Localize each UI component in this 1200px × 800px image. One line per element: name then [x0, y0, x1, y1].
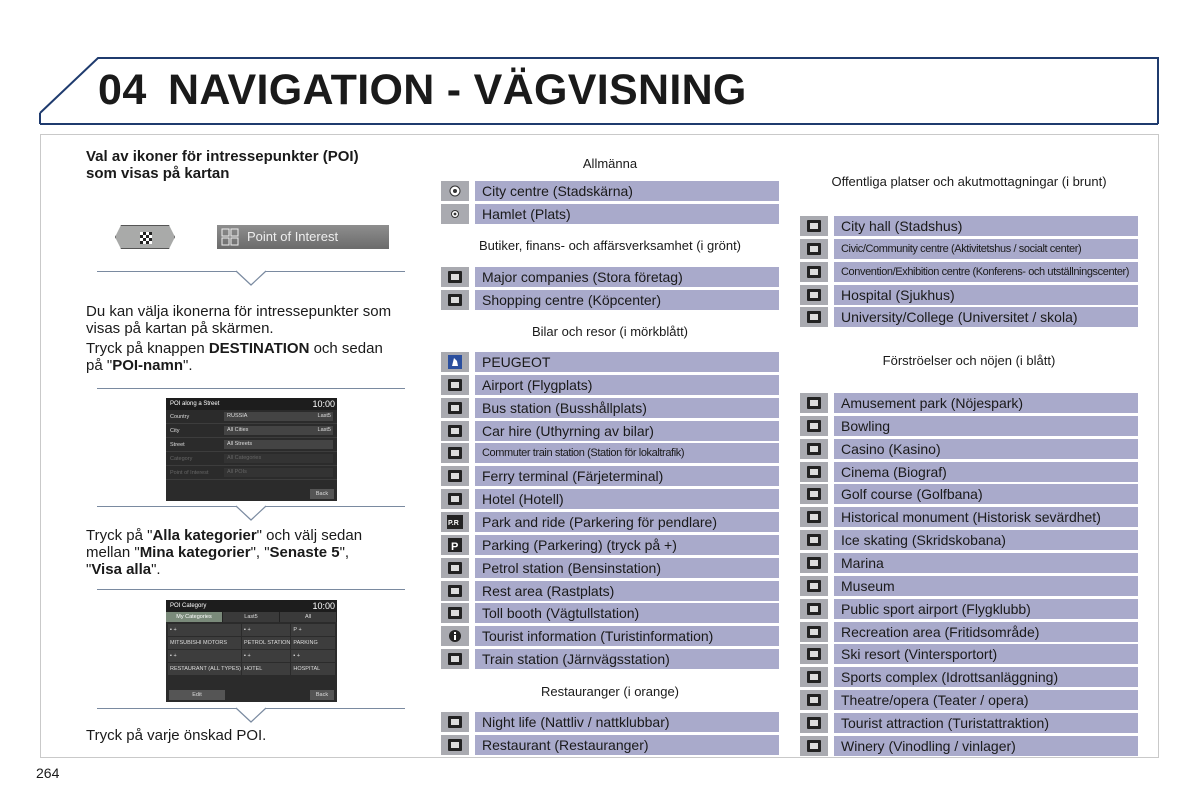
legend-item-label: Tourist information (Turistinformation) — [475, 626, 779, 646]
park-and-ride-icon — [441, 512, 469, 532]
legend-item-label: Civic/Community centre (Aktivitetshus / socialt center) — [834, 239, 1138, 259]
text-span: ", — [339, 544, 350, 561]
fork-knife-icon — [441, 735, 469, 755]
legend-item-label: University/College (Universitet / skola) — [834, 307, 1138, 327]
legend-item-label: City centre (Stadskärna) — [475, 181, 779, 201]
legend-item — [800, 462, 1138, 482]
legend-item — [441, 421, 779, 441]
screen-title: POI along a Street — [170, 401, 220, 407]
text-span: på " — [86, 357, 113, 374]
legend-item — [800, 285, 1138, 305]
legend-item — [800, 393, 1138, 413]
row-tag: Last5 — [317, 427, 331, 433]
casino-dice-icon — [800, 439, 828, 459]
text-line — [86, 357, 416, 374]
legend-item — [441, 626, 779, 646]
legend-item — [800, 262, 1138, 282]
row-value-box — [224, 412, 333, 421]
row-value: All POIs — [227, 469, 247, 475]
legend-item — [441, 181, 779, 201]
ferry-icon — [441, 466, 469, 486]
screen-row — [166, 452, 337, 466]
legend-item-label: Commuter train station (Station för lokaltrafik) — [475, 443, 779, 463]
legend-item-label: Amusement park (Nöjespark) — [834, 393, 1138, 413]
hotel-bed-icon — [441, 489, 469, 509]
text-line — [86, 544, 416, 561]
sports-complex-icon — [800, 667, 828, 687]
category-cell: RESTAURANT (ALL TYPES) — [168, 663, 241, 675]
text-line — [86, 527, 416, 544]
point-of-interest-button[interactable] — [217, 225, 389, 249]
chevron-down-icon — [236, 708, 266, 724]
checkered-flag-icon — [140, 232, 152, 244]
legend-section-title: Offentliga platser och akutmottagningar (i brunt) — [831, 174, 1107, 189]
legend-item — [441, 398, 779, 418]
legend-item-label: Winery (Vinodling / vinlager) — [834, 736, 1138, 756]
text-span: ". — [151, 561, 161, 578]
legend-item — [441, 267, 779, 287]
legend-item — [441, 443, 779, 463]
screen-back-button: Back — [310, 690, 334, 700]
legend-item — [441, 466, 779, 486]
poi-map-button[interactable] — [115, 225, 175, 249]
screen-title-bar — [166, 398, 337, 410]
legend-item-label: Museum — [834, 576, 1138, 596]
legend-item-label: Convention/Exhibition centre (Konferens- och utställningscenter) — [834, 262, 1138, 282]
ski-icon — [800, 644, 828, 664]
text-line — [86, 561, 416, 578]
legend-item — [441, 535, 779, 555]
category-cell: P + — [291, 624, 335, 636]
screen-clock: 10:00 — [312, 399, 335, 409]
peugeot-lion-icon — [441, 352, 469, 372]
legend-item — [441, 512, 779, 532]
screen-edit-button: Edit — [169, 690, 225, 700]
text-span: Tryck på knappen — [86, 340, 209, 357]
legend-item-label: Public sport airport (Flygklubb) — [834, 599, 1138, 619]
legend-item — [800, 622, 1138, 642]
legend-item — [800, 576, 1138, 596]
category-cell: ▪ + — [168, 624, 241, 636]
legend-item — [800, 599, 1138, 619]
legend-item — [800, 713, 1138, 733]
poi-grid-icon — [221, 228, 239, 246]
chapter-number: 04 — [98, 66, 147, 114]
bold-text: POI-namn — [112, 357, 184, 374]
monument-icon — [800, 507, 828, 527]
museum-icon — [800, 576, 828, 596]
city-hall-icon — [800, 216, 828, 236]
chevron-down-icon — [236, 271, 266, 287]
screen-tab: Last5 — [223, 612, 280, 622]
legend-item-label: Ski resort (Vintersportort) — [834, 644, 1138, 664]
wine-bottle-icon — [800, 736, 828, 756]
legend-item-label: Major companies (Stora företag) — [475, 267, 779, 287]
category-cell: HOSPITAL — [291, 663, 335, 675]
city-centre-icon — [441, 181, 469, 201]
section-heading — [86, 148, 416, 182]
legend-item-label: Tourist attraction (Turistattraktion) — [834, 713, 1138, 733]
screen-tabs — [166, 612, 337, 622]
text-line — [86, 340, 416, 357]
info-icon — [441, 626, 469, 646]
legend-item-label: Casino (Kasino) — [834, 439, 1138, 459]
legend-section-title: Förströelser och nöjen (i blått) — [882, 353, 1056, 368]
legend-item — [441, 558, 779, 578]
legend-item-label: PEUGEOT — [475, 352, 779, 372]
final-instruction: Tryck på varje önskad POI. — [86, 727, 267, 744]
screen-tab: All — [280, 612, 337, 622]
row-value: All Categories — [227, 455, 262, 461]
row-value-box — [224, 468, 333, 477]
screen-row — [166, 466, 337, 480]
legend-item — [800, 644, 1138, 664]
hamlet-icon — [441, 204, 469, 224]
golf-icon — [800, 484, 828, 504]
legend-item-label: Restaurant (Restauranger) — [475, 735, 779, 755]
row-key: Country — [170, 413, 190, 420]
legend-item-label: City hall (Stadshus) — [834, 216, 1138, 236]
intro-paragraph — [86, 303, 416, 374]
text-span: Tryck på " — [86, 527, 153, 544]
legend-section-title: Butiker, finans- och affärsverksamhet (i grönt) — [478, 238, 742, 253]
legend-item — [441, 712, 779, 732]
svg-text:P.R: P.R — [448, 519, 459, 527]
bus-icon — [441, 398, 469, 418]
legend-item — [441, 649, 779, 669]
poi-button-label: Point of Interest — [247, 229, 339, 244]
legend-item — [441, 489, 779, 509]
legend-item-label: Sports complex (Idrottsanläggning) — [834, 667, 1138, 687]
commuter-train-icon — [441, 443, 469, 463]
screenshot-poi-along-street — [166, 398, 337, 501]
screen-row — [166, 424, 337, 438]
row-key: City — [170, 427, 180, 434]
screenshot-poi-category — [166, 600, 337, 702]
car-hire-icon — [441, 421, 469, 441]
screen-footer — [166, 488, 337, 501]
legend-section-title: Restauranger (i orange) — [540, 684, 680, 699]
university-icon — [800, 307, 828, 327]
text-line: Du kan välja ikonerna för intressepunkter som — [86, 303, 392, 320]
bold-text: Visa alla — [91, 561, 152, 578]
screen-row — [166, 410, 337, 424]
legend-item-label: Bus station (Busshållplats) — [475, 398, 779, 418]
recreation-icon — [800, 622, 828, 642]
rest-area-icon — [441, 581, 469, 601]
bold-text: Senaste 5 — [269, 544, 340, 561]
legend-section-title: Allmänna — [582, 156, 638, 171]
bold-text: DESTINATION — [208, 340, 310, 357]
tourist-attraction-icon — [800, 713, 828, 733]
row-key: Street — [170, 441, 185, 448]
text-span: " — [86, 561, 92, 578]
parking-icon — [441, 535, 469, 555]
legend-item-label: Airport (Flygplats) — [475, 375, 779, 395]
text-span: ". — [183, 357, 193, 374]
legend-item — [441, 735, 779, 755]
category-cell: ▪ + — [242, 624, 290, 636]
legend-item-label: Ferry terminal (Färjeterminal) — [475, 466, 779, 486]
screen-clock: 10:00 — [312, 601, 335, 611]
hospital-icon — [800, 285, 828, 305]
legend-item-label: Parking (Parkering) (tryck på +) — [475, 535, 779, 555]
row-tag: Last5 — [317, 413, 331, 419]
screen-back-button: Back — [310, 489, 334, 499]
legend-item-label: Petrol station (Bensinstation) — [475, 558, 779, 578]
train-icon — [441, 649, 469, 669]
legend-item — [441, 375, 779, 395]
legend-item-label: Car hire (Uthyrning av bilar) — [475, 421, 779, 441]
legend-item-label: Recreation area (Fritidsområde) — [834, 622, 1138, 642]
ice-skate-icon — [800, 530, 828, 550]
row-value-box — [224, 440, 333, 449]
legend-item-label: Park and ride (Parkering för pendlare) — [475, 512, 779, 532]
category-cell: ▪ + — [291, 650, 335, 662]
small-plane-icon — [800, 599, 828, 619]
svg-text:P: P — [451, 540, 459, 553]
chevron-down-icon — [236, 506, 266, 522]
legend-item — [800, 736, 1138, 756]
legend-item-label: Shopping centre (Köpcenter) — [475, 290, 779, 310]
category-grid — [166, 622, 337, 677]
divider — [97, 589, 405, 590]
legend-item-label: Toll booth (Vägtullstation) — [475, 603, 779, 623]
text-span: mellan " — [86, 544, 140, 561]
legend-section-title: Bilar och resor (i mörkblått) — [531, 324, 689, 339]
shopping-cart-icon — [441, 290, 469, 310]
amusement-park-icon — [800, 393, 828, 413]
page-number: 264 — [36, 765, 60, 781]
legend-item-label: Historical monument (Historisk sevärdhet) — [834, 507, 1138, 527]
text-span: och sedan — [309, 340, 383, 357]
legend-item-label: Ice skating (Skridskobana) — [834, 530, 1138, 550]
legend-item — [800, 484, 1138, 504]
instruction-paragraph — [86, 527, 416, 578]
legend-item-label: Train station (Järnvägsstation) — [475, 649, 779, 669]
legend-item-label: Marina — [834, 553, 1138, 573]
category-cell: PETROL STATION — [242, 637, 290, 649]
text-span: ", " — [250, 544, 270, 561]
bowling-icon — [800, 416, 828, 436]
petrol-pump-icon — [441, 558, 469, 578]
legend-item — [441, 290, 779, 310]
row-key: Category — [170, 455, 193, 462]
legend-item — [800, 439, 1138, 459]
legend-item — [800, 507, 1138, 527]
major-companies-icon — [441, 267, 469, 287]
category-cell: ▪ + — [168, 650, 241, 662]
screen-title-bar — [166, 600, 337, 612]
legend-item-label: Cinema (Biograf) — [834, 462, 1138, 482]
legend-item — [800, 667, 1138, 687]
category-cell: MITSUBISHI MOTORS — [168, 637, 241, 649]
legend-item — [800, 307, 1138, 327]
category-cell: HOTEL — [242, 663, 290, 675]
legend-item-label: Bowling — [834, 416, 1138, 436]
row-value: All Streets — [227, 441, 253, 447]
category-cell: ▪ + — [242, 650, 290, 662]
legend-item-label: Hamlet (Plats) — [475, 204, 779, 224]
screen-row — [166, 438, 337, 452]
legend-item — [800, 690, 1138, 710]
anchor-icon — [800, 553, 828, 573]
legend-item — [800, 553, 1138, 573]
screen-title: POI Category — [170, 603, 207, 609]
row-value: RUSSIA — [227, 413, 248, 419]
heading-line: Val av ikoner för intressepunkter (POI) — [86, 148, 359, 165]
legend-item — [800, 216, 1138, 236]
legend-item — [441, 204, 779, 224]
legend-item-label: Theatre/opera (Teater / opera) — [834, 690, 1138, 710]
toll-booth-icon — [441, 603, 469, 623]
legend-item — [441, 352, 779, 372]
category-cell: PARKING — [291, 637, 335, 649]
row-value-box — [224, 426, 333, 435]
legend-item — [441, 603, 779, 623]
row-key: Point of Interest — [170, 469, 209, 476]
divider — [97, 388, 405, 389]
text-line: visas på kartan på skärmen. — [86, 320, 274, 337]
legend-item-label: Hotel (Hotell) — [475, 489, 779, 509]
text-span: " och välj sedan — [256, 527, 363, 544]
legend-item — [800, 530, 1138, 550]
community-centre-icon — [800, 239, 828, 259]
legend-item-label: Golf course (Golfbana) — [834, 484, 1138, 504]
heading-line: som visas på kartan — [86, 165, 230, 182]
cocktail-icon — [441, 712, 469, 732]
row-value-box — [224, 454, 333, 463]
legend-item-label: Night life (Nattliv / nattklubbar) — [475, 712, 779, 732]
legend-item — [441, 581, 779, 601]
theatre-masks-icon — [800, 690, 828, 710]
legend-item-label: Hospital (Sjukhus) — [834, 285, 1138, 305]
page-title: NAVIGATION - VÄGVISNING — [168, 66, 747, 114]
airport-icon — [441, 375, 469, 395]
screen-tab: My Categories — [166, 612, 223, 622]
row-value: All Cities — [227, 427, 249, 433]
convention-icon — [800, 262, 828, 282]
bold-text: Alla kategorier — [152, 527, 257, 544]
bold-text: Mina kategorier — [139, 544, 251, 561]
legend-item — [800, 416, 1138, 436]
screen-footer — [166, 689, 337, 702]
legend-item-label: Rest area (Rastplats) — [475, 581, 779, 601]
cinema-icon — [800, 462, 828, 482]
legend-item — [800, 239, 1138, 259]
